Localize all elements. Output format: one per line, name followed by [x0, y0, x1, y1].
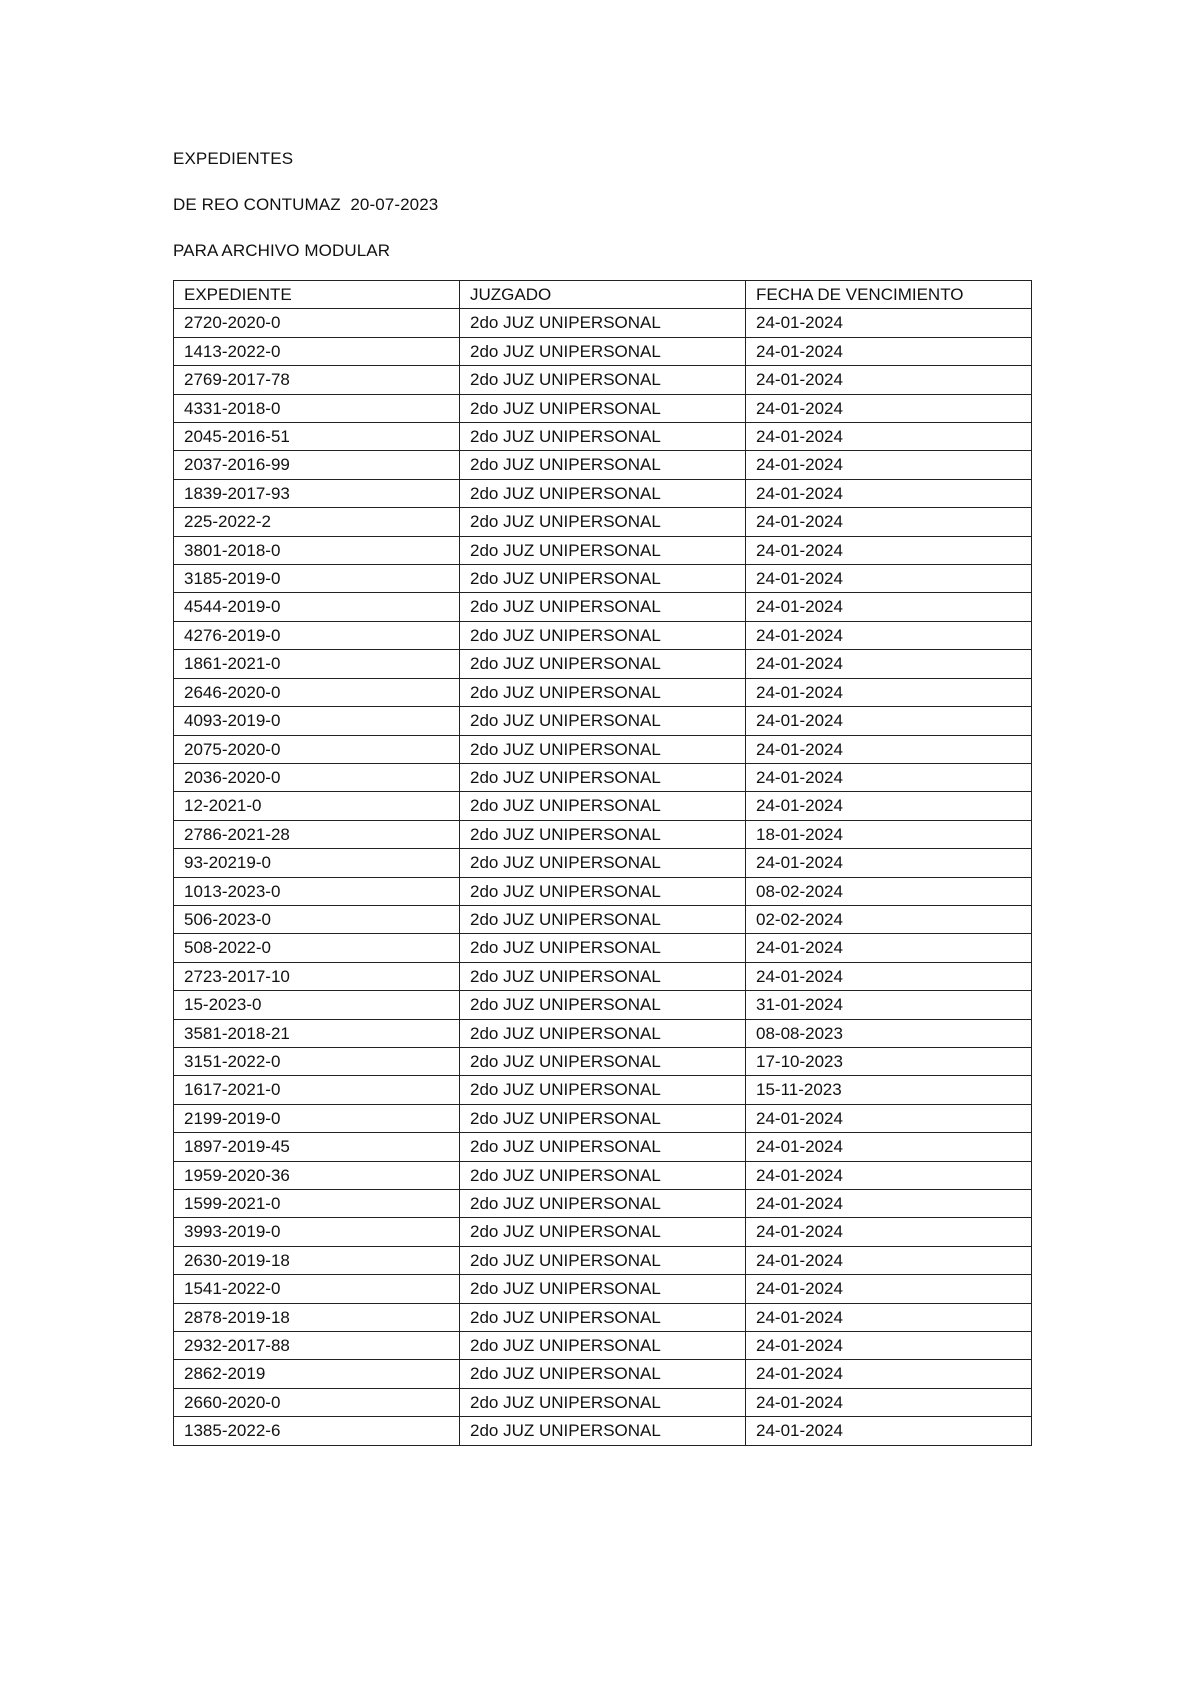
cell-expediente: 3801-2018-0 [174, 536, 460, 564]
table-row [174, 621, 1032, 649]
cell-expediente: 2878-2019-18 [174, 1303, 460, 1331]
table-row [174, 508, 1032, 536]
cell-fecha-vencimiento: 24-01-2024 [746, 934, 1032, 962]
cell-expediente: 4544-2019-0 [174, 593, 460, 621]
cell-juzgado: 2do JUZ UNIPERSONAL [460, 905, 746, 933]
cell-fecha-vencimiento: 24-01-2024 [746, 1133, 1032, 1161]
cell-expediente: 2199-2019-0 [174, 1104, 460, 1132]
cell-fecha-vencimiento: 31-01-2024 [746, 991, 1032, 1019]
cell-fecha-vencimiento: 24-01-2024 [746, 479, 1032, 507]
table-row [174, 1303, 1032, 1331]
cell-expediente: 1413-2022-0 [174, 337, 460, 365]
cell-expediente: 12-2021-0 [174, 792, 460, 820]
cell-expediente: 2862-2019 [174, 1360, 460, 1388]
table-header-row [174, 281, 1032, 309]
table-row [174, 1275, 1032, 1303]
cell-expediente: 2723-2017-10 [174, 962, 460, 990]
table-row [174, 1190, 1032, 1218]
table-row [174, 337, 1032, 365]
table-row [174, 1388, 1032, 1416]
cell-expediente: 1617-2021-0 [174, 1076, 460, 1104]
table-row [174, 1104, 1032, 1132]
cell-juzgado: 2do JUZ UNIPERSONAL [460, 1076, 746, 1104]
cell-fecha-vencimiento: 08-02-2024 [746, 877, 1032, 905]
cell-juzgado: 2do JUZ UNIPERSONAL [460, 1275, 746, 1303]
cell-fecha-vencimiento: 24-01-2024 [746, 1417, 1032, 1445]
table-row [174, 707, 1032, 735]
cell-juzgado: 2do JUZ UNIPERSONAL [460, 934, 746, 962]
cell-juzgado: 2do JUZ UNIPERSONAL [460, 1190, 746, 1218]
cell-expediente: 2075-2020-0 [174, 735, 460, 763]
cell-juzgado: 2do JUZ UNIPERSONAL [460, 877, 746, 905]
cell-expediente: 4276-2019-0 [174, 621, 460, 649]
table-row [174, 735, 1032, 763]
cell-fecha-vencimiento: 24-01-2024 [746, 366, 1032, 394]
cell-expediente: 4331-2018-0 [174, 394, 460, 422]
cell-expediente: 2932-2017-88 [174, 1332, 460, 1360]
table-row [174, 1218, 1032, 1246]
table-row [174, 423, 1032, 451]
cell-juzgado: 2do JUZ UNIPERSONAL [460, 650, 746, 678]
cell-juzgado: 2do JUZ UNIPERSONAL [460, 1104, 746, 1132]
cell-fecha-vencimiento: 24-01-2024 [746, 735, 1032, 763]
document-subtitle: DE REO CONTUMAZ 20-07-2023 [173, 195, 439, 214]
table-row [174, 1133, 1032, 1161]
cell-fecha-vencimiento: 24-01-2024 [746, 1218, 1032, 1246]
cell-fecha-vencimiento: 24-01-2024 [746, 394, 1032, 422]
cell-expediente: 506-2023-0 [174, 905, 460, 933]
cell-fecha-vencimiento: 24-01-2024 [746, 1246, 1032, 1274]
cell-juzgado: 2do JUZ UNIPERSONAL [460, 1332, 746, 1360]
cell-expediente: 1897-2019-45 [174, 1133, 460, 1161]
column-header-juzgado: JUZGADO [460, 281, 746, 309]
cell-fecha-vencimiento: 15-11-2023 [746, 1076, 1032, 1104]
cell-fecha-vencimiento: 24-01-2024 [746, 423, 1032, 451]
table-row [174, 650, 1032, 678]
cell-expediente: 1385-2022-6 [174, 1417, 460, 1445]
expedientes-table [173, 280, 1032, 1446]
cell-expediente: 2036-2020-0 [174, 763, 460, 791]
cell-juzgado: 2do JUZ UNIPERSONAL [460, 621, 746, 649]
cell-fecha-vencimiento: 24-01-2024 [746, 337, 1032, 365]
table-row [174, 309, 1032, 337]
cell-juzgado: 2do JUZ UNIPERSONAL [460, 479, 746, 507]
cell-fecha-vencimiento: 24-01-2024 [746, 451, 1032, 479]
cell-juzgado: 2do JUZ UNIPERSONAL [460, 991, 746, 1019]
cell-juzgado: 2do JUZ UNIPERSONAL [460, 451, 746, 479]
cell-juzgado: 2do JUZ UNIPERSONAL [460, 565, 746, 593]
cell-fecha-vencimiento: 17-10-2023 [746, 1047, 1032, 1075]
cell-fecha-vencimiento: 24-01-2024 [746, 962, 1032, 990]
table-row [174, 1360, 1032, 1388]
table-body [174, 281, 1032, 1446]
cell-expediente: 15-2023-0 [174, 991, 460, 1019]
cell-juzgado: 2do JUZ UNIPERSONAL [460, 1388, 746, 1416]
cell-expediente: 1541-2022-0 [174, 1275, 460, 1303]
table-row [174, 1417, 1032, 1445]
cell-expediente: 2660-2020-0 [174, 1388, 460, 1416]
table-row [174, 792, 1032, 820]
cell-juzgado: 2do JUZ UNIPERSONAL [460, 593, 746, 621]
cell-expediente: 1013-2023-0 [174, 877, 460, 905]
table-row [174, 1246, 1032, 1274]
cell-fecha-vencimiento: 24-01-2024 [746, 1360, 1032, 1388]
cell-fecha-vencimiento: 24-01-2024 [746, 1303, 1032, 1331]
cell-juzgado: 2do JUZ UNIPERSONAL [460, 792, 746, 820]
cell-juzgado: 2do JUZ UNIPERSONAL [460, 394, 746, 422]
cell-juzgado: 2do JUZ UNIPERSONAL [460, 536, 746, 564]
cell-fecha-vencimiento: 24-01-2024 [746, 849, 1032, 877]
cell-juzgado: 2do JUZ UNIPERSONAL [460, 962, 746, 990]
cell-fecha-vencimiento: 02-02-2024 [746, 905, 1032, 933]
table-row [174, 905, 1032, 933]
cell-fecha-vencimiento: 24-01-2024 [746, 1104, 1032, 1132]
cell-expediente: 3185-2019-0 [174, 565, 460, 593]
table-row [174, 877, 1032, 905]
table-row [174, 565, 1032, 593]
cell-fecha-vencimiento: 24-01-2024 [746, 593, 1032, 621]
table-row [174, 991, 1032, 1019]
cell-fecha-vencimiento: 24-01-2024 [746, 650, 1032, 678]
cell-expediente: 225-2022-2 [174, 508, 460, 536]
table-row [174, 366, 1032, 394]
cell-juzgado: 2do JUZ UNIPERSONAL [460, 849, 746, 877]
table-row [174, 820, 1032, 848]
cell-fecha-vencimiento: 24-01-2024 [746, 1275, 1032, 1303]
cell-juzgado: 2do JUZ UNIPERSONAL [460, 1161, 746, 1189]
cell-juzgado: 2do JUZ UNIPERSONAL [460, 508, 746, 536]
cell-expediente: 1839-2017-93 [174, 479, 460, 507]
document-purpose: PARA ARCHIVO MODULAR [173, 241, 391, 260]
cell-expediente: 3581-2018-21 [174, 1019, 460, 1047]
cell-juzgado: 2do JUZ UNIPERSONAL [460, 366, 746, 394]
cell-expediente: 2630-2019-18 [174, 1246, 460, 1274]
document-title: EXPEDIENTES [173, 149, 294, 168]
column-header-fecha-vencimiento: FECHA DE VENCIMIENTO [746, 281, 1032, 309]
cell-expediente: 508-2022-0 [174, 934, 460, 962]
cell-expediente: 3993-2019-0 [174, 1218, 460, 1246]
cell-expediente: 2045-2016-51 [174, 423, 460, 451]
cell-expediente: 1861-2021-0 [174, 650, 460, 678]
table-row [174, 962, 1032, 990]
cell-juzgado: 2do JUZ UNIPERSONAL [460, 1133, 746, 1161]
cell-juzgado: 2do JUZ UNIPERSONAL [460, 309, 746, 337]
table-row [174, 536, 1032, 564]
table-row [174, 451, 1032, 479]
cell-juzgado: 2do JUZ UNIPERSONAL [460, 1417, 746, 1445]
cell-fecha-vencimiento: 24-01-2024 [746, 565, 1032, 593]
cell-juzgado: 2do JUZ UNIPERSONAL [460, 423, 746, 451]
table-row [174, 1076, 1032, 1104]
table-row [174, 394, 1032, 422]
cell-juzgado: 2do JUZ UNIPERSONAL [460, 1047, 746, 1075]
cell-juzgado: 2do JUZ UNIPERSONAL [460, 1360, 746, 1388]
table-row [174, 763, 1032, 791]
cell-expediente: 4093-2019-0 [174, 707, 460, 735]
cell-juzgado: 2do JUZ UNIPERSONAL [460, 1019, 746, 1047]
cell-juzgado: 2do JUZ UNIPERSONAL [460, 1303, 746, 1331]
cell-juzgado: 2do JUZ UNIPERSONAL [460, 678, 746, 706]
cell-expediente: 2769-2017-78 [174, 366, 460, 394]
cell-fecha-vencimiento: 24-01-2024 [746, 621, 1032, 649]
cell-fecha-vencimiento: 24-01-2024 [746, 309, 1032, 337]
cell-fecha-vencimiento: 24-01-2024 [746, 1161, 1032, 1189]
table-row [174, 678, 1032, 706]
cell-juzgado: 2do JUZ UNIPERSONAL [460, 337, 746, 365]
cell-juzgado: 2do JUZ UNIPERSONAL [460, 763, 746, 791]
table-row [174, 1161, 1032, 1189]
cell-juzgado: 2do JUZ UNIPERSONAL [460, 1246, 746, 1274]
cell-fecha-vencimiento: 24-01-2024 [746, 792, 1032, 820]
cell-fecha-vencimiento: 24-01-2024 [746, 763, 1032, 791]
cell-expediente: 3151-2022-0 [174, 1047, 460, 1075]
cell-expediente: 2786-2021-28 [174, 820, 460, 848]
cell-fecha-vencimiento: 18-01-2024 [746, 820, 1032, 848]
table-row [174, 849, 1032, 877]
column-header-expediente: EXPEDIENTE [174, 281, 460, 309]
cell-fecha-vencimiento: 24-01-2024 [746, 678, 1032, 706]
cell-expediente: 1599-2021-0 [174, 1190, 460, 1218]
cell-expediente: 93-20219-0 [174, 849, 460, 877]
cell-expediente: 2037-2016-99 [174, 451, 460, 479]
cell-juzgado: 2do JUZ UNIPERSONAL [460, 707, 746, 735]
table-row [174, 1019, 1032, 1047]
cell-expediente: 1959-2020-36 [174, 1161, 460, 1189]
cell-juzgado: 2do JUZ UNIPERSONAL [460, 735, 746, 763]
table-row [174, 1332, 1032, 1360]
table-row [174, 934, 1032, 962]
cell-fecha-vencimiento: 08-08-2023 [746, 1019, 1032, 1047]
table-row [174, 1047, 1032, 1075]
cell-juzgado: 2do JUZ UNIPERSONAL [460, 1218, 746, 1246]
cell-expediente: 2720-2020-0 [174, 309, 460, 337]
cell-fecha-vencimiento: 24-01-2024 [746, 1388, 1032, 1416]
cell-fecha-vencimiento: 24-01-2024 [746, 707, 1032, 735]
cell-juzgado: 2do JUZ UNIPERSONAL [460, 820, 746, 848]
cell-fecha-vencimiento: 24-01-2024 [746, 1190, 1032, 1218]
table-row [174, 593, 1032, 621]
cell-expediente: 2646-2020-0 [174, 678, 460, 706]
cell-fecha-vencimiento: 24-01-2024 [746, 1332, 1032, 1360]
table-row [174, 479, 1032, 507]
cell-fecha-vencimiento: 24-01-2024 [746, 508, 1032, 536]
cell-fecha-vencimiento: 24-01-2024 [746, 536, 1032, 564]
